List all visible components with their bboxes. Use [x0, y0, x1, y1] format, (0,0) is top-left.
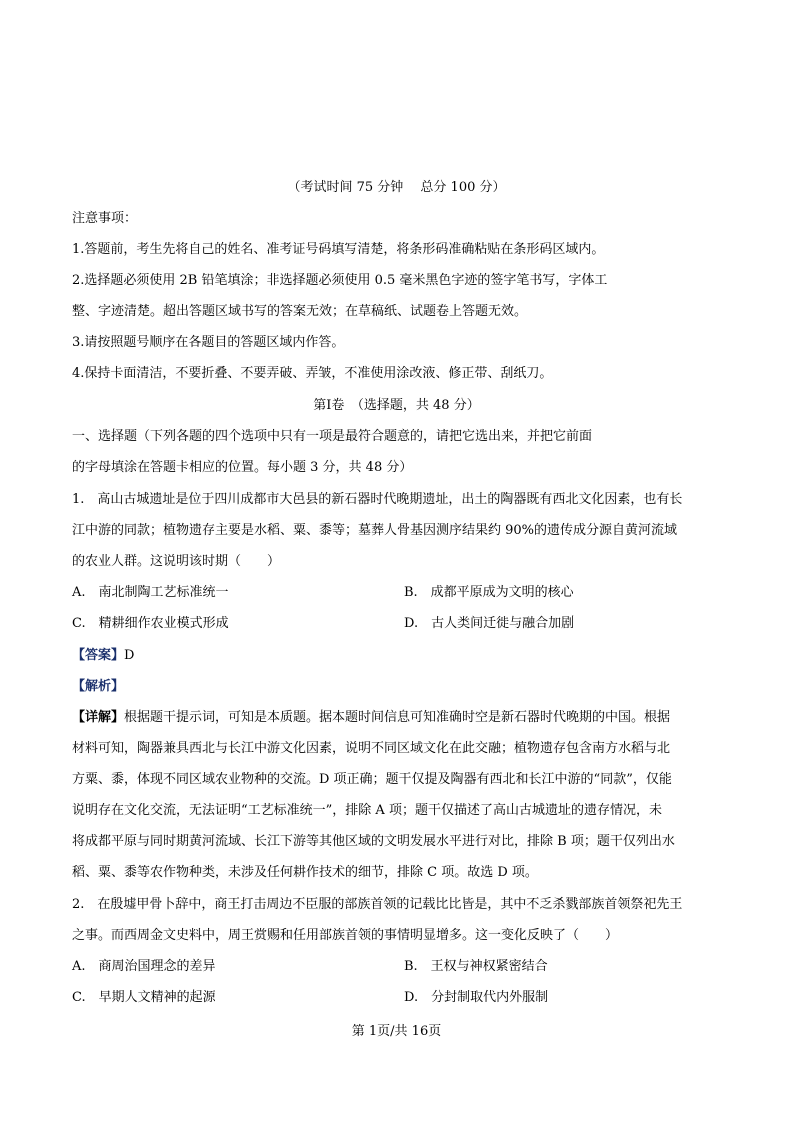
notice-item-3: 3.请按照题号顺序在各题目的答题区域内作答。 — [72, 335, 345, 350]
exam-info: （考试时间 75 分钟 总分 100 分） — [287, 180, 506, 195]
q1-analysis-heading — [72, 677, 732, 697]
section-title: 第Ⅰ卷 （选择题，共 48 分） — [313, 398, 480, 413]
q2-option-a: A. 商周治国理念的差异 — [72, 959, 216, 974]
q2-option-b: B. 王权与神权紧密结合 — [404, 959, 548, 974]
q1-detail-line-1 — [72, 708, 732, 728]
q2-stem-line-2: 之事。而西周金文史料中，周王赏赐和任用部族首领的事情明显增多。这一变化反映了（ ） — [72, 928, 619, 943]
section-intro-1: 一、选择题（下列各题的四个选项中只有一项是最符合题意的，请把它选出来，并把它前面 — [72, 429, 593, 444]
detail-tag: 【详解】 — [72, 710, 125, 725]
analysis-tag: 【解析】 — [72, 679, 125, 694]
answer-tag: 【答案】 — [72, 648, 125, 663]
notice-item-4: 4.保持卡面清洁，不要折叠、不要弄破、弄皱，不准使用涂改液、修正带、刮纸刀。 — [72, 366, 553, 381]
section-intro-2: 的字母填涂在答题卡相应的位置。每小题 3 分，共 48 分） — [72, 460, 413, 475]
q1-option-c: C. 精耕细作农业模式形成 — [72, 616, 229, 631]
answer-value: D — [124, 648, 135, 663]
q2-stem-line-1: 2. 在殷墟甲骨卜辞中，商王打击周边不臣服的部族首领的记载比比皆是，其中不乏杀戮部族首领祭祀先王 — [72, 897, 683, 912]
notice-item-2-cont: 整、字迹清楚。超出答题区域书写的答案无效；在草稿纸、试题卷上答题无效。 — [72, 304, 528, 319]
q1-stem-line-3: 的农业人群。这说明该时期（ ） — [72, 554, 281, 569]
notice-item-1: 1.答题前，考生先将自己的姓名、准考证号码填写清楚，将条形码准确粘贴在条形码区域内。 — [72, 242, 605, 257]
q2-option-d: D. 分封制取代内外服制 — [404, 990, 549, 1005]
q1-detail-line-4: 说明存在文化交流，无法证明“工艺标准统一”，排除 A 项；题干仅描述了高山古城遗址的遗存情况，未 — [72, 803, 662, 818]
q1-stem-line-1: 1. 高山古城遗址是位于四川成都市大邑县的新石器时代晚期遗址，出土的陶器既有西北文化因素，也有长 — [72, 492, 683, 507]
q1-detail-line-5: 将成都平原与同时期黄河流域、长江下游等其他区域的文明发展水平进行对比，排除 B 项；题干仅列出水 — [72, 834, 675, 849]
q1-option-d: D. 古人类间迁徙与融合加剧 — [404, 616, 575, 631]
q1-option-b: B. 成都平原成为文明的核心 — [404, 585, 574, 600]
q1-detail-line-3: 方粟、黍，体现不同区域农业物种的交流。D 项正确；题干仅提及陶器有西北和长江中游的“同款”，仅能 — [72, 772, 672, 787]
q1-stem-line-2: 江中游的同款；植物遗存主要是水稻、粟、黍等；墓葬人骨基因测序结果约 90%的遗传成分源自黄河流域 — [72, 523, 678, 538]
q1-answer — [72, 646, 732, 666]
q2-option-c: C. 早期人文精神的起源 — [72, 990, 216, 1005]
notice-title: 注意事项： — [72, 211, 138, 226]
q1-detail-line-2: 材料可知，陶器兼具西北与长江中游文化因素，说明不同区域文化在此交融；植物遗存包含南方水稻与北 — [72, 741, 671, 756]
detail-text-1: 根据题干提示词，可知是本质题。据本题时间信息可知准确时空是新石器时代晚期的中国。根据 — [124, 710, 671, 725]
q1-detail-line-6: 稻、粟、黍等农作物种类，未涉及任何耕作技术的细节，排除 C 项。故选 D 项。 — [72, 865, 538, 880]
page-footer: 第 1页/共 16页 — [351, 1024, 442, 1039]
notice-item-2: 2.选择题必须使用 2B 铅笔填涂；非选择题必须使用 0.5 毫米黑色字迹的签字笔书写，字体工 — [72, 273, 608, 288]
q1-option-a: A. 南北制陶工艺标准统一 — [72, 585, 229, 600]
